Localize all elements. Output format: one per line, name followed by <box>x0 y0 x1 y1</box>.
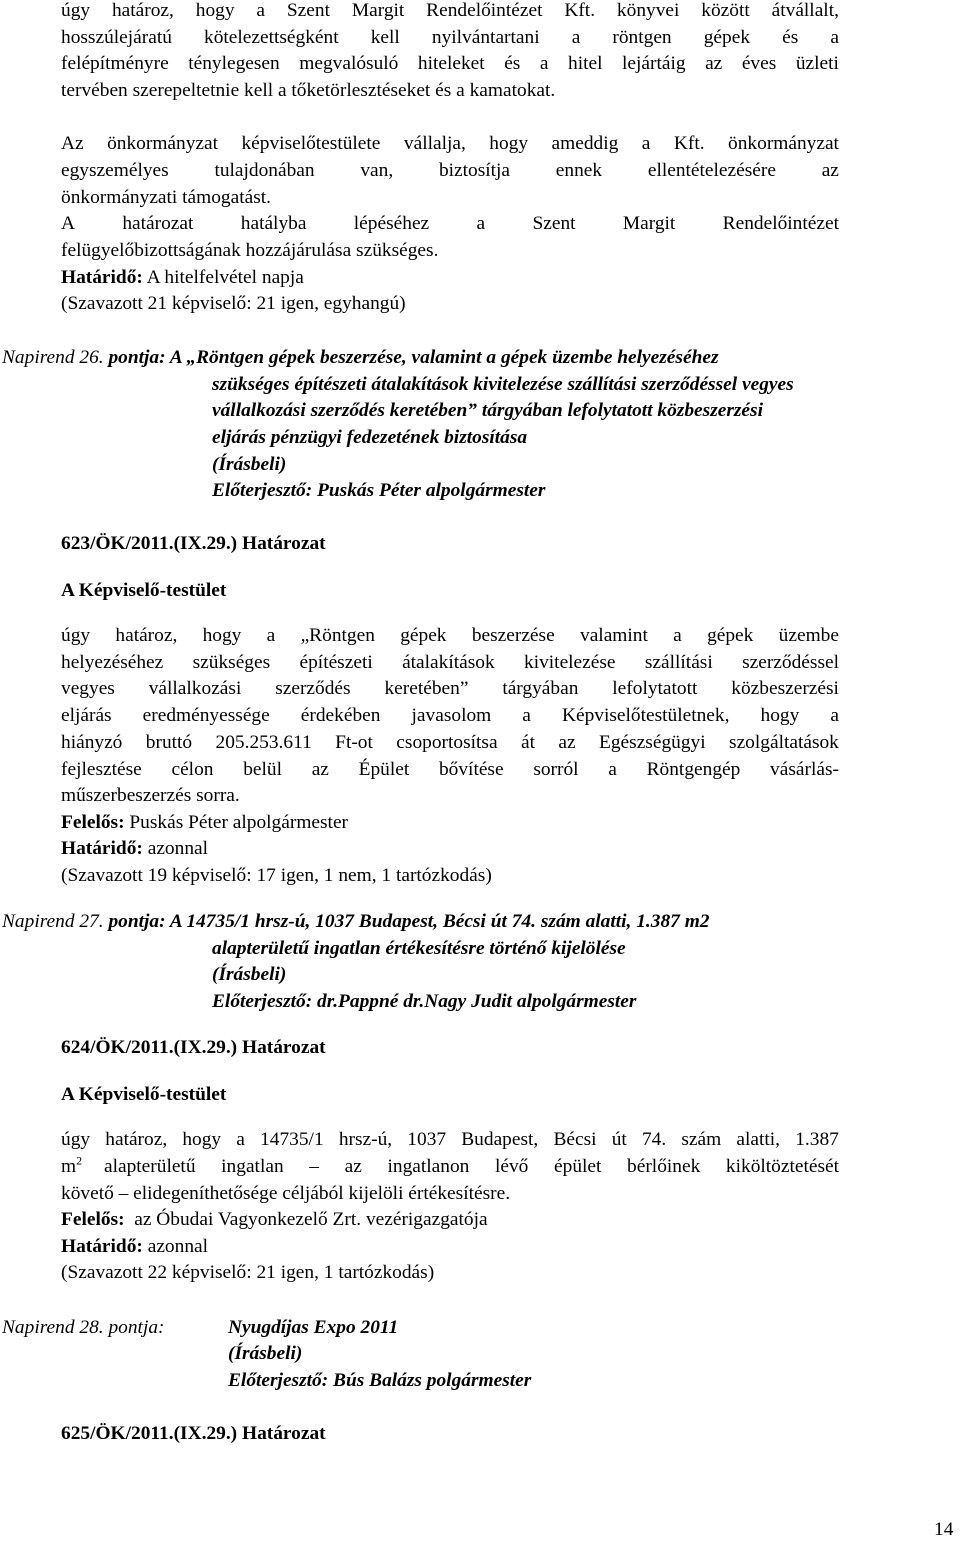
agenda-title: pontja: A 14735/1 hrsz-ú, 1037 Budapest, Bécsi út 74. szám alatti, 1.387 m2 <box>103 911 710 932</box>
word: szerződés <box>275 678 351 699</box>
written-label: (Írásbeli) <box>212 454 287 475</box>
text-line <box>61 756 839 783</box>
word: üzembe <box>778 625 839 646</box>
text-line <box>61 157 839 184</box>
word: Rendelőintézet <box>426 0 543 21</box>
text-line <box>61 24 839 51</box>
word: az <box>344 1156 362 1177</box>
word: belül <box>243 759 282 780</box>
text-line <box>61 675 839 702</box>
word: lejártáig <box>622 53 686 74</box>
body-heading: A Képviselő-testület <box>61 1084 227 1105</box>
word: A <box>61 213 76 234</box>
written-label: (Írásbeli) <box>212 964 287 985</box>
word: építészeti <box>299 652 373 673</box>
vote-line: (Szavazott 19 képviselő: 17 igen, 1 nem, 1 tartózkodás) <box>61 865 492 886</box>
responsible-label: Felelős: <box>61 812 125 833</box>
word: a <box>522 705 531 726</box>
word: bérlőinek <box>627 1156 701 1177</box>
vote-line: (Szavazott 21 képviselő: 21 igen, egyhangú) <box>61 293 406 314</box>
word: Ft-ot <box>335 732 373 753</box>
word: Kft. <box>673 133 705 154</box>
word: és <box>504 53 521 74</box>
word: Szent <box>286 0 330 21</box>
word: van, <box>360 160 394 181</box>
word: Margit <box>622 213 676 234</box>
agenda-title: Nyugdíjas Expo 2011 <box>228 1317 399 1338</box>
word: átalakítások <box>402 652 495 673</box>
word: röntgen <box>612 27 672 48</box>
word: a <box>539 53 549 74</box>
text-line <box>61 130 839 157</box>
word: üzleti <box>795 53 839 74</box>
word: csoportosítsa <box>396 732 498 753</box>
responsible-value: Puskás Péter alpolgármester <box>124 812 349 833</box>
word: célon <box>171 759 214 780</box>
word: Margit <box>351 0 405 21</box>
word: közbeszerzési <box>731 678 839 699</box>
word: tárgyában <box>502 678 579 699</box>
word: Az <box>61 133 84 154</box>
word: könyvei <box>616 0 680 21</box>
word: vegyes <box>61 678 115 699</box>
deadline-label: Határidő: <box>61 267 143 288</box>
word: bruttó <box>145 732 193 753</box>
word: keretében” <box>384 678 469 699</box>
word: a <box>266 625 276 646</box>
word: ennek <box>555 160 603 181</box>
agenda-title-line: szükséges építészeti átalakítások kivitelezése szállítási szerződéssel vegyes <box>212 374 794 395</box>
word: hiányzó <box>61 732 123 753</box>
deadline-label: Határidő: <box>61 838 143 859</box>
word: a <box>641 133 651 154</box>
text-line <box>61 729 839 756</box>
word: a <box>236 1129 245 1150</box>
word: úgy <box>61 0 91 21</box>
text-line: felügyelőbizottságának hozzájárulása szükséges. <box>61 240 439 261</box>
word: kötelezettségként <box>204 27 339 48</box>
word: felépítményre <box>61 53 169 74</box>
word: egyszemélyes <box>61 160 169 181</box>
body-heading: A Képviselő-testület <box>61 580 227 601</box>
word: 1.387 <box>795 1129 839 1150</box>
word: alapterületű <box>104 1156 196 1177</box>
text-line <box>61 50 839 77</box>
deadline-line <box>61 264 839 291</box>
word: Képviselőtestületnek, <box>561 705 730 726</box>
word: szükséges <box>192 652 271 673</box>
text-line: követő – elidegeníthetősége céljából kijelöli értékesítésre. <box>61 1183 511 1204</box>
agenda-title-line: vállalkozási szerződés keretében” tárgyában lefolytatott közbeszerzési <box>212 400 763 421</box>
agenda-item-28-label: Napirend 28. pontja: <box>2 1317 165 1338</box>
word: kivitelezése <box>524 652 616 673</box>
word: át <box>520 732 535 753</box>
word: képviselőtestülete <box>241 133 381 154</box>
resolution-number: 623/ÖK/2011.(IX.29.) Határozat <box>61 533 326 554</box>
word: önkormányzat <box>107 133 219 154</box>
word: Egészségügyi <box>599 732 706 753</box>
page-number: 14 <box>934 1519 954 1540</box>
word: és <box>782 27 799 48</box>
word: Budapest, <box>461 1129 539 1150</box>
word: szerződéssel <box>742 652 839 673</box>
word: 1037 <box>407 1129 447 1150</box>
word: úgy <box>61 1129 91 1150</box>
word: biztosítja <box>438 160 511 181</box>
unit: $m^2$ <box>61 1153 83 1177</box>
word: hogy <box>182 1129 222 1150</box>
agenda-label: Napirend 26. <box>2 347 104 368</box>
agenda-label: Napirend 27. <box>2 911 104 932</box>
word: Kft. <box>564 0 596 21</box>
word: szolgáltatások <box>729 732 839 753</box>
word: a <box>571 27 581 48</box>
word: vásárlás- <box>770 759 839 780</box>
text-segment <box>104 1153 839 1180</box>
word: alatti, <box>736 1129 781 1150</box>
word: a <box>256 0 266 21</box>
word: az <box>311 759 329 780</box>
word: eredményessége <box>142 705 270 726</box>
word: javasolom <box>411 705 492 726</box>
word: az <box>821 160 839 181</box>
word: „Röntgen <box>300 625 375 646</box>
word: a <box>608 759 617 780</box>
word: az <box>558 732 576 753</box>
resolution-number: 624/ÖK/2011.(IX.29.) Határozat <box>61 1037 326 1058</box>
vote-line: (Szavazott 22 képviselő: 21 igen, 1 tartózkodás) <box>61 1262 435 1283</box>
word: önkormányzat <box>728 133 839 154</box>
presenter: Előterjesztő: Puskás Péter alpolgármester <box>212 480 546 501</box>
word: hatályba <box>240 213 307 234</box>
word: Rendelőintézet <box>722 213 839 234</box>
word: hogy <box>195 0 235 21</box>
word: hosszúlejáratú <box>61 27 172 48</box>
word: sorról <box>533 759 579 780</box>
deadline-value: azonnal <box>142 838 209 859</box>
word: nyilvántartani <box>431 27 540 48</box>
word: Röntgengép <box>646 759 741 780</box>
deadline-line <box>61 1233 839 1260</box>
word: a <box>476 213 486 234</box>
deadline-line <box>61 835 839 862</box>
text-line <box>61 0 839 24</box>
word: épület <box>554 1156 602 1177</box>
deadline-value: azonnal <box>142 1236 209 1257</box>
word: között <box>701 0 750 21</box>
word: lévő <box>494 1156 529 1177</box>
word: helyezéséhez <box>61 652 164 673</box>
word: ingatlanon <box>387 1156 470 1177</box>
word: eljárás <box>61 705 112 726</box>
written-label: (Írásbeli) <box>228 1343 303 1364</box>
word: kiköltöztetését <box>725 1156 839 1177</box>
word: ameddig <box>551 133 619 154</box>
word: hrsz-ú, <box>338 1129 393 1150</box>
word: Bécsi <box>553 1129 597 1150</box>
text-line <box>61 1126 839 1153</box>
word: gépek <box>707 625 754 646</box>
word: szám <box>681 1129 722 1150</box>
word: 14735/1 <box>260 1129 324 1150</box>
word: hiteleket <box>417 53 485 74</box>
word: beszerzése <box>471 625 555 646</box>
word: kell <box>370 27 400 48</box>
word: hitel <box>568 53 603 74</box>
word: határoz, <box>111 0 174 21</box>
agenda-item-27-heading <box>2 908 710 935</box>
agenda-title-line: alapterületű ingatlan értékesítésre történő kijelölése <box>212 938 626 959</box>
word: ellentételezésére <box>647 160 776 181</box>
word: valamint <box>580 625 648 646</box>
word: ténylegesen <box>188 53 280 74</box>
word: szállítási <box>644 652 713 673</box>
word: az <box>705 53 723 74</box>
word: határoz, <box>115 625 178 646</box>
agenda-title-line: eljárás pénzügyi fedezetének biztosítása <box>212 427 528 448</box>
word: lefolytatott <box>612 678 698 699</box>
text-line <box>61 702 839 729</box>
word: éves <box>741 53 777 74</box>
word: gépek <box>703 27 751 48</box>
word: átvállalt, <box>771 0 839 21</box>
text-line <box>61 622 839 649</box>
word: lépéséhez <box>353 213 430 234</box>
word: vállalja, <box>403 133 466 154</box>
word: hogy <box>760 705 800 726</box>
word: 205.253.611 <box>215 732 312 753</box>
word: a <box>830 705 839 726</box>
text-line: műszerbeszerzés sorra. <box>61 785 240 806</box>
word: úgy <box>61 625 91 646</box>
agenda-title: pontja: A „Röntgen gépek beszerzése, valamint a gépek üzembe helyezéséhez <box>103 347 719 368</box>
word: hogy <box>202 625 242 646</box>
word: Szent <box>532 213 576 234</box>
text-line: önkormányzati támogatást. <box>61 187 272 208</box>
word: megvalósuló <box>299 53 399 74</box>
word: a <box>830 27 839 48</box>
word: érdekében <box>300 705 381 726</box>
responsible-value: az Óbudai Vagyonkezelő Zrt. vezérigazgatója <box>124 1209 488 1230</box>
agenda-item-26-heading <box>2 344 719 371</box>
word: út <box>611 1129 627 1150</box>
deadline-value: A hitelfelvétel napja <box>142 267 304 288</box>
text-line: tervében szerepeltetnie kell a tőketörlesztéseket és a kamatokat. <box>61 80 556 101</box>
word: határoz, <box>105 1129 168 1150</box>
resolution-number: 625/ÖK/2011.(IX.29.) Határozat <box>61 1423 326 1444</box>
responsible-line <box>61 809 839 836</box>
text-line <box>61 649 839 676</box>
word: fejlesztése <box>61 759 142 780</box>
text-line <box>61 210 839 237</box>
presenter: Előterjesztő: Bús Balázs polgármester <box>228 1370 532 1391</box>
word: tulajdonában <box>214 160 315 181</box>
deadline-label: Határidő: <box>61 1236 143 1257</box>
word: vállalkozási <box>148 678 242 699</box>
text-line <box>61 1153 839 1180</box>
word: bővítése <box>438 759 504 780</box>
presenter: Előterjesztő: dr.Pappné dr.Nagy Judit alpolgármester <box>212 991 637 1012</box>
word: gépek <box>400 625 447 646</box>
word: ingatlan <box>221 1156 284 1177</box>
responsible-label: Felelős: <box>61 1209 125 1230</box>
word: határozat <box>122 213 194 234</box>
word: Épület <box>358 759 410 780</box>
responsible-line <box>61 1206 839 1233</box>
word: a <box>673 625 682 646</box>
word: hogy <box>489 133 529 154</box>
word: 74. <box>641 1129 667 1150</box>
word: – <box>309 1156 319 1177</box>
